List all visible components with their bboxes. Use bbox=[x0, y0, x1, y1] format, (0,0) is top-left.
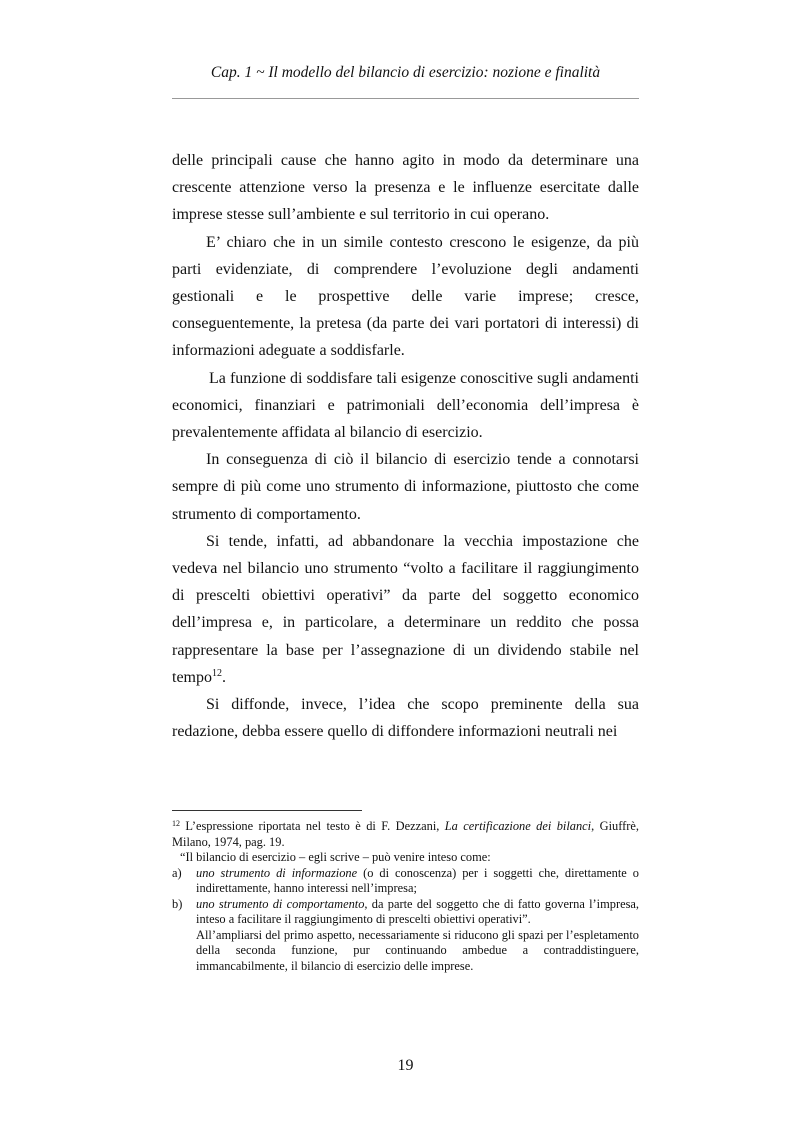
paragraph-2: E’ chiaro che in un simile contesto crescono le esigenze, da più parti evidenziate, di comprendere l’evoluzione degli andamenti gestionali e le prospettive delle varie imprese; cresce, conseguentemente, la pretesa (da parte dei vari portatori di interessi) di informazioni adeguate a soddisfarle. bbox=[172, 233, 639, 360]
item-a-label: a) bbox=[172, 865, 182, 880]
paragraph-4: In conseguenza di ciò il bilancio di esercizio tende a connotarsi sempre di più come uno strumento di informazione, piuttosto che come strumento di comportamento. bbox=[172, 451, 639, 523]
paragraph-1: delle principali cause che hanno agito in modo da determinare una crescente attenzione verso la presenza e le influenze esercitate dalle imprese stesse sull’ambiente e sul territorio in cui operano. bbox=[172, 152, 639, 224]
paragraph-6: Si diffonde, invece, l’idea che scopo preminente della sua redazione, debba essere quello di diffondere informazioni neutrali nei bbox=[172, 696, 639, 741]
footnote-intro-before: L’espressione riportata nel testo è di F. Dezzani, bbox=[180, 819, 445, 833]
footnote-quote: “Il bilancio di esercizio – egli scrive – può venire inteso come: bbox=[180, 850, 491, 864]
item-b-emphasis: uno strumento di comportamento bbox=[196, 896, 365, 911]
item-b-label: b) bbox=[172, 896, 183, 911]
paragraph-5-end: . bbox=[222, 668, 226, 686]
footnote-intro bbox=[172, 816, 639, 850]
footnote-item-b bbox=[172, 897, 639, 928]
footnote-number: 12 bbox=[172, 819, 180, 828]
footnote-divider bbox=[172, 810, 362, 811]
header-divider bbox=[172, 98, 639, 99]
footnote-item-a bbox=[172, 866, 639, 897]
footnote-12 bbox=[172, 816, 639, 974]
item-a-emphasis: uno strumento di informazione bbox=[196, 865, 358, 880]
footnote-intro-after: , Giuffrè, Milano, 1974, pag. 19. bbox=[172, 819, 639, 849]
running-header: Cap. 1 ~ Il modello del bilancio di esercizio: nozione e finalità bbox=[210, 64, 601, 81]
page-number: 19 bbox=[397, 1057, 414, 1074]
footnote-reference[interactable]: 12 bbox=[212, 667, 222, 679]
footnote-continuation: All’ampliarsi del primo aspetto, necessariamente si riducono gli spazi per l’espletamento della seconda funzione, pur continuando ambedue a contraddistinguere, immancabilmente, il bilancio di esercizio delle imprese. bbox=[196, 927, 639, 973]
paragraph-5 bbox=[172, 528, 639, 691]
footnote-book-title: La certificazione dei bilanci bbox=[444, 819, 592, 833]
main-text bbox=[172, 147, 639, 745]
item-a-text: (o di conoscenza) per i soggetti che, direttamente o indirettamente, hanno interessi nell’impresa; bbox=[196, 865, 639, 895]
paragraph-5-text: Si tende, infatti, ad abbandonare la vecchia impostazione che vedeva nel bilancio uno strumento “volto a facilitare il raggiungimento di prescelti obiettivi operativi” da parte del soggetto economico dell’impresa e, in particolare, a determinare un reddito che possa rappresentare la base per l’assegnazione di un dividendo stabile nel tempo bbox=[172, 532, 639, 686]
paragraph-3: La funzione di soddisfare tali esigenze conoscitive sugli andamenti economici, finanziari e patrimoniali dell’economia dell’impresa è prevalentemente affidata al bilancio di esercizio. bbox=[172, 369, 639, 442]
item-b-text: , da parte del soggetto che di fatto governa l’impresa, inteso a facilitare il raggiungimento di prescelti obiettivi operativi”. bbox=[196, 896, 639, 926]
